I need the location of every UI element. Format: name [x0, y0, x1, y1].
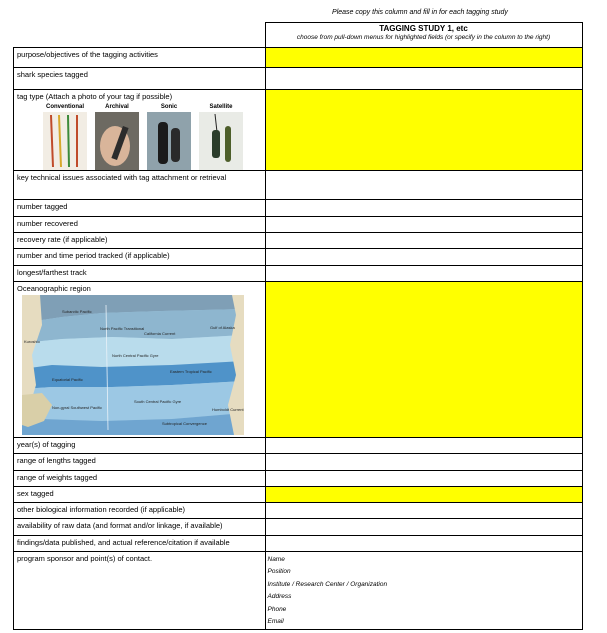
map-label: Gulf of Alaska	[210, 324, 235, 330]
study-column-header	[265, 23, 582, 48]
table-row	[14, 67, 583, 89]
table-row	[14, 47, 583, 67]
table-row	[14, 470, 583, 486]
instruction-note: Please copy this column and fill in for each tagging study	[332, 9, 508, 16]
ocean-region-map	[22, 295, 244, 435]
tag-archival	[95, 103, 139, 170]
map-label: South Central Pacific Gyre	[134, 398, 182, 404]
row-label: number and time period tracked (if applicable)	[14, 248, 266, 265]
table-row	[14, 216, 583, 232]
row-label: recovery rate (if applicable)	[14, 232, 266, 248]
map-label: Humboldt Current	[212, 406, 244, 412]
tag-label: Conventional	[45, 103, 84, 110]
table-row	[14, 89, 583, 170]
map-label: Non-gyral Southwest Pacific	[52, 404, 103, 410]
species-input[interactable]	[265, 67, 582, 89]
row-label: number tagged	[14, 199, 266, 216]
tag-type-cell	[14, 89, 266, 170]
archival-tag-image	[95, 112, 139, 170]
map-label: Eastern Tropical Pacific	[170, 368, 212, 374]
table-row	[14, 535, 583, 551]
tag-conventional	[43, 103, 87, 170]
row-label: key technical issues associated with tag attachment or retrieval	[14, 170, 266, 199]
row-label: range of weights tagged	[14, 470, 266, 486]
study-title: TAGGING STUDY 1, etc	[379, 24, 468, 33]
weights-input[interactable]	[265, 470, 582, 486]
row-label: sex tagged	[14, 486, 266, 502]
findings-input[interactable]	[265, 535, 582, 551]
row-label: number recovered	[14, 216, 266, 232]
tag-label: Satellite	[209, 103, 233, 110]
tag-label: Sonic	[160, 103, 178, 110]
conventional-tag-image	[43, 112, 87, 170]
row-label: tag type (Attach a photo of your tag if possible)	[17, 91, 173, 101]
map-label: Kuroshio	[24, 338, 40, 344]
contact-address-label: Address	[267, 593, 292, 601]
table-row	[14, 453, 583, 470]
region-cell	[14, 281, 266, 437]
table-row	[14, 232, 583, 248]
map-label: Subtropical Convergence	[162, 420, 207, 426]
contact-cell[interactable]	[265, 551, 582, 630]
map-label: California Current	[144, 330, 176, 336]
contact-email-label: Email	[267, 618, 284, 626]
table-row	[14, 199, 583, 216]
tagging-form-table	[13, 22, 583, 630]
table-row	[14, 518, 583, 535]
map-label: Equatorial Pacific	[52, 376, 83, 382]
contact-institute-label: Institute / Research Center / Organization	[267, 580, 388, 588]
table-row	[14, 486, 583, 502]
row-label: findings/data published, and actual reference/citation if available	[14, 535, 266, 551]
tracked-input[interactable]	[265, 248, 582, 265]
tag-label: Archival	[105, 103, 129, 110]
header-row	[14, 23, 583, 48]
table-row	[14, 502, 583, 518]
other-bio-input[interactable]	[265, 502, 582, 518]
row-label: longest/farthest track	[14, 265, 266, 281]
longest-input[interactable]	[265, 265, 582, 281]
row-label: year(s) of tagging	[14, 437, 266, 453]
study-subtitle: choose from pull-down menus for highlighted fields (or specify in the column to the right)	[296, 34, 551, 41]
years-input[interactable]	[265, 437, 582, 453]
map-label: North Central Pacific Gyre	[112, 352, 159, 358]
row-label: program sponsor and point(s) of contact.	[14, 551, 266, 630]
recovery-rate-input[interactable]	[265, 232, 582, 248]
contact-fields	[266, 552, 582, 630]
region-input[interactable]	[265, 281, 582, 437]
tag-satellite	[199, 103, 243, 170]
number-tagged-input[interactable]	[265, 199, 582, 216]
table-row	[14, 248, 583, 265]
sex-input[interactable]	[265, 486, 582, 502]
lengths-input[interactable]	[265, 453, 582, 470]
table-row	[14, 281, 583, 437]
row-label: other biological information recorded (if applicable)	[14, 502, 266, 518]
tag-sonic	[147, 103, 191, 170]
table-row	[14, 551, 583, 630]
table-row	[14, 170, 583, 199]
row-label: availability of raw data (and format and/or linkage, if available)	[14, 518, 266, 535]
issues-input[interactable]	[265, 170, 582, 199]
satellite-tag-image	[199, 112, 243, 170]
table-row	[14, 265, 583, 281]
row-label: shark species tagged	[14, 67, 266, 89]
map-label: North Pacific Transitional	[100, 325, 145, 331]
row-label: Oceanographic region	[17, 283, 91, 293]
tag-photos	[43, 103, 263, 170]
row-label: range of lengths tagged	[14, 453, 266, 470]
number-recovered-input[interactable]	[265, 216, 582, 232]
row-label: purpose/objectives of the tagging activities	[14, 47, 266, 67]
tag-type-input[interactable]	[265, 89, 582, 170]
raw-data-input[interactable]	[265, 518, 582, 535]
table-row	[14, 437, 583, 453]
map-label: Subarctic Pacific	[62, 308, 92, 314]
contact-name-label: Name	[267, 555, 285, 563]
contact-phone-label: Phone	[267, 605, 287, 613]
purpose-input[interactable]	[265, 47, 582, 67]
contact-position-label: Position	[267, 568, 291, 576]
sonic-tag-image	[147, 112, 191, 170]
